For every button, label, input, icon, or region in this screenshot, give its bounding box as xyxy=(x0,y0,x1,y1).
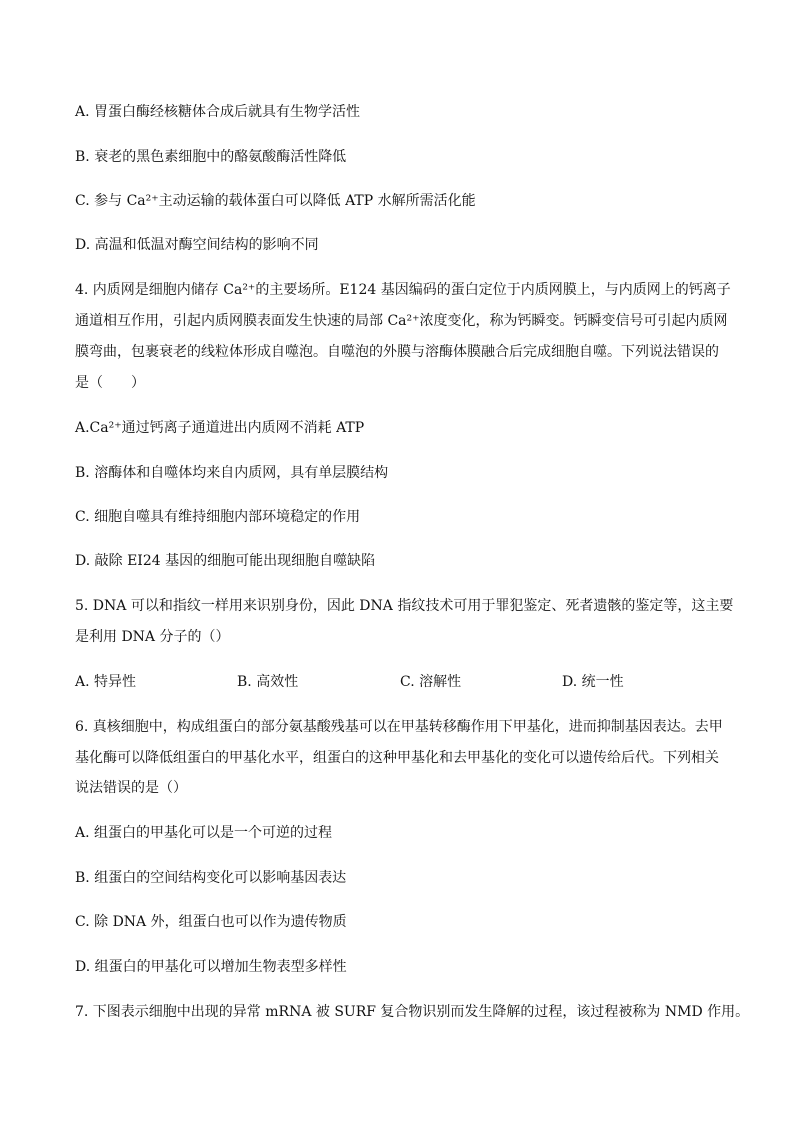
q6-option-d: D. 组蛋白的甲基化可以增加生物表型多样性 xyxy=(75,959,347,975)
q6-option-c: C. 除 DNA 外，组蛋白也可以作为遗传物质 xyxy=(75,914,347,930)
q5-option-d: D. 统一性 xyxy=(562,674,624,690)
q4-stem-line-3: 膜弯曲，包裹衰老的线粒体形成自噬泡。自噬泡的外膜与溶酶体膜融合后完成细胞自噬。下列说法错误的 xyxy=(75,344,719,360)
q5-stem-line-2: 是利用 DNA 分子的（） xyxy=(75,629,230,645)
q4-option-b: B. 溶酶体和自噬体均来自内质网，具有单层膜结构 xyxy=(75,465,389,481)
q4-option-a: A.Ca²⁺通过钙离子通道进出内质网不消耗 ATP xyxy=(75,420,365,436)
q3-option-b: B. 衰老的黑色素细胞中的酪氨酸酶活性降低 xyxy=(75,149,347,165)
q6-option-a: A. 组蛋白的甲基化可以是一个可逆的过程 xyxy=(75,825,333,841)
q6-option-b: B. 组蛋白的空间结构变化可以影响基因表达 xyxy=(75,870,347,886)
q6-stem-line-2: 基化酶可以降低组蛋白的甲基化水平，组蛋白的这种甲基化和去甲基化的变化可以遗传给后代。下列相关 xyxy=(75,750,719,766)
q5-stem-line-1: 5. DNA 可以和指纹一样用来识别身份，因此 DNA 指纹技术可用于罪犯鉴定、死者遗骸的鉴定等，这主要 xyxy=(75,598,734,614)
q4-option-d: D. 敲除 EI24 基因的细胞可能出现细胞自噬缺陷 xyxy=(75,553,376,569)
q7-stem-line-1: 7. 下图表示细胞中出现的异常 mRNA 被 SURF 复合物识别而发生降解的过程，该过程被称为 NMD 作用。 xyxy=(75,1004,750,1020)
q4-stem-line-2: 通道相互作用，引起内质网膜表面发生快速的局部 Ca²⁺浓度变化，称为钙瞬变。钙瞬变信号可引起内质网 xyxy=(75,313,728,329)
q5-option-a: A. 特异性 xyxy=(75,674,137,690)
q4-stem-line-1: 4. 内质网是细胞内储存 Ca²⁺的主要场所。E124 基因编码的蛋白定位于内质网膜上，与内质网上的钙离子 xyxy=(75,282,731,298)
q6-stem-line-3: 说法错误的是（） xyxy=(75,780,187,796)
q5-options-row xyxy=(75,672,725,692)
q6-stem-line-1: 6. 真核细胞中，构成组蛋白的部分氨基酸残基可以在甲基转移酶作用下甲基化，进而抑制基因表达。去甲 xyxy=(75,719,723,735)
q3-option-a: A. 胃蛋白酶经核糖体合成后就具有生物学活性 xyxy=(75,104,361,120)
q4-stem-line-4: 是（ ） xyxy=(75,375,145,391)
q5-option-b: B. 高效性 xyxy=(237,674,299,690)
q4-option-c: C. 细胞自噬具有维持细胞内部环境稳定的作用 xyxy=(75,509,361,525)
q5-option-c: C. 溶解性 xyxy=(400,674,462,690)
q3-option-c: C. 参与 Ca²⁺主动运输的载体蛋白可以降低 ATP 水解所需活化能 xyxy=(75,193,476,209)
q3-option-d: D. 高温和低温对酶空间结构的影响不同 xyxy=(75,237,319,253)
